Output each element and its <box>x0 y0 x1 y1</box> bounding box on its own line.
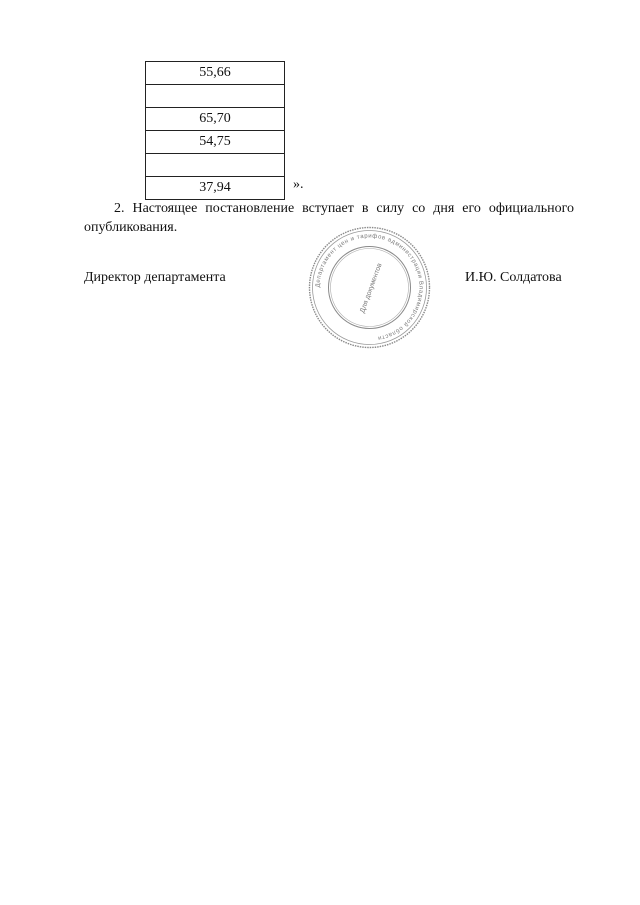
table-cell <box>146 154 285 177</box>
table-row <box>146 154 285 177</box>
official-seal <box>307 225 432 350</box>
signatory-title: Директор департамента <box>84 270 226 285</box>
table-row <box>146 85 285 108</box>
table-row <box>146 177 285 200</box>
table-row <box>146 131 285 154</box>
effective-date-paragraph: 2. Настоящее постановление вступает в силу со дня его официального опубликования. <box>84 201 574 235</box>
table-row <box>146 108 285 131</box>
values-table <box>145 61 285 200</box>
table-row <box>146 62 285 85</box>
table-cell <box>146 85 285 108</box>
seal-center-text: Для документов <box>359 262 384 315</box>
table-cell: 54,75 <box>146 131 285 154</box>
table-cell: 55,66 <box>146 62 285 85</box>
seal-ring-text: Департамент цен и тарифов администрации Владимирской области <box>315 233 424 341</box>
table-cell: 37,94 <box>146 177 285 200</box>
closing-quote: ». <box>293 177 304 192</box>
signatory-name: И.Ю. Солдатова <box>465 270 562 285</box>
table-cell: 65,70 <box>146 108 285 131</box>
